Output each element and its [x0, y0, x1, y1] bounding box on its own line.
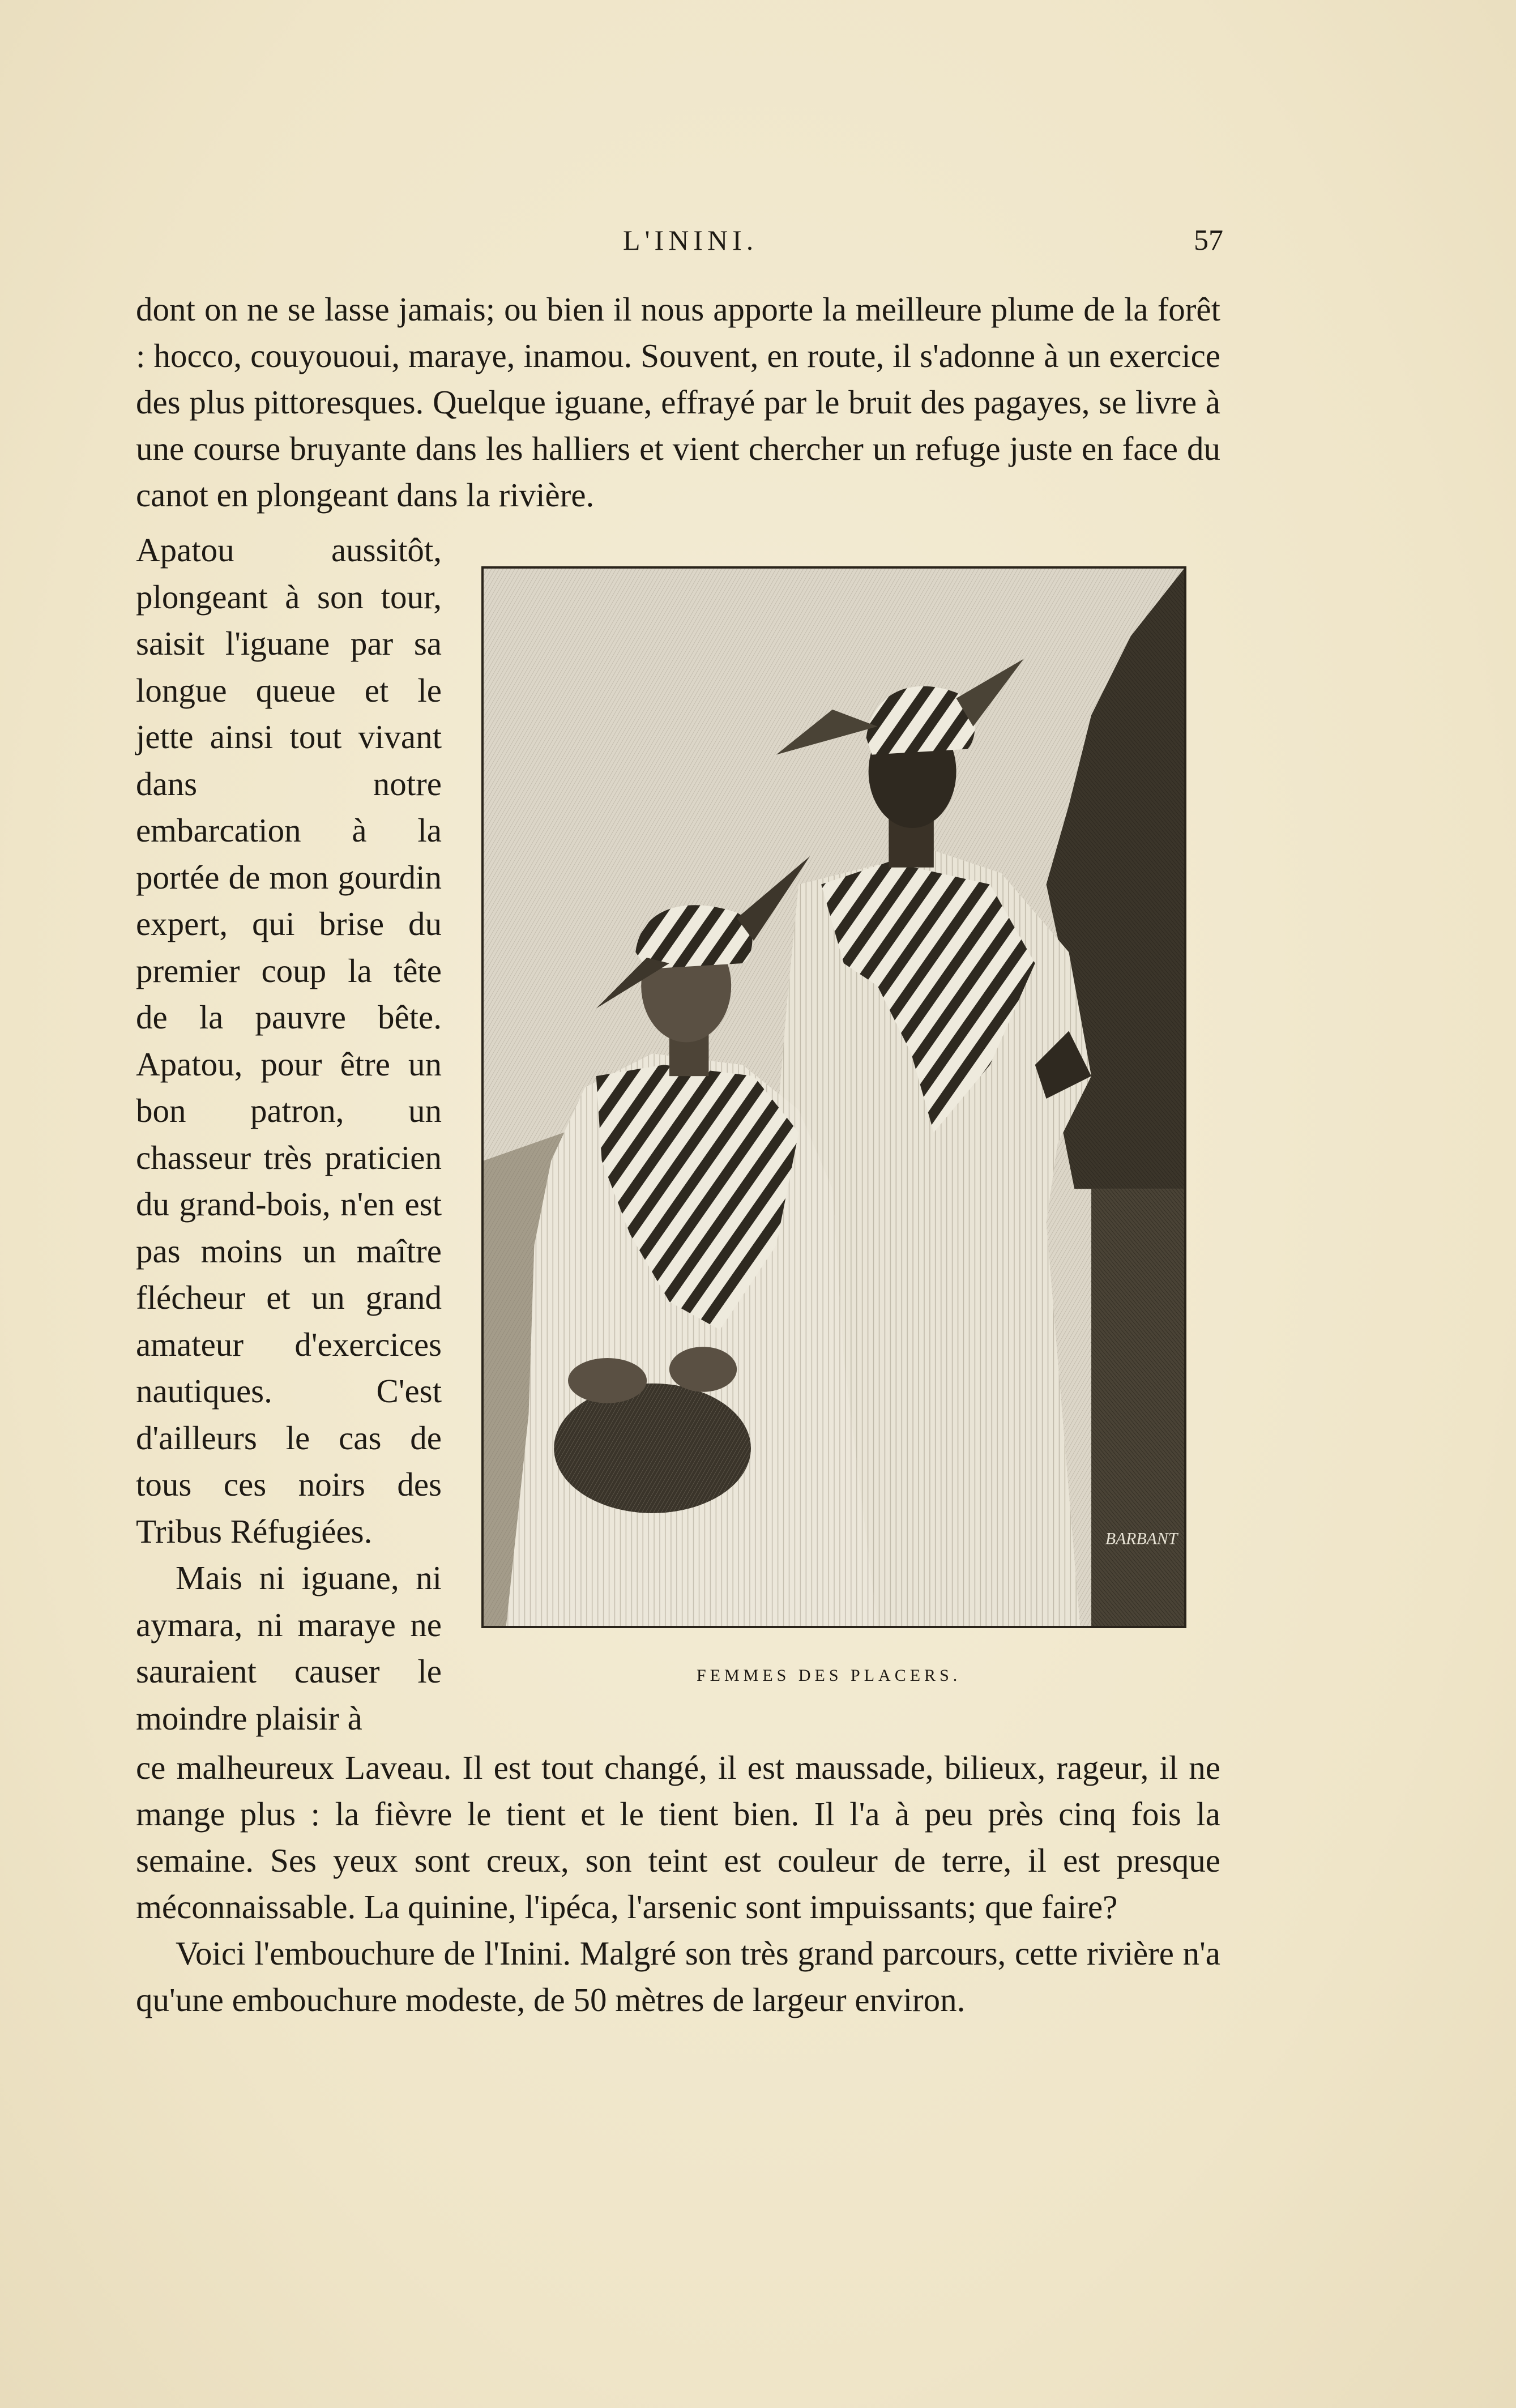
- side-column: [136, 527, 442, 1741]
- engraving-illustration: [481, 566, 1186, 1628]
- engraving-svg: [484, 569, 1184, 1626]
- page-number: 57: [1194, 224, 1223, 257]
- paragraph-side-2: Mais ni iguane, ni aymara, ni maraye ne sauraient causer le moindre plaisir à: [136, 1559, 442, 1737]
- page-header: [136, 224, 1223, 263]
- paragraph-side-1: Apatou aussitôt, plongeant à son tour, saisit l'iguane par sa longue queue et le jette ainsi tout vivant dans notre embarcation à la portée de mon gourdin expert, qui brise du premier coup la tête de la pauvre bête. Apatou, pour être un bon patron, un chasseur très praticien du grand-bois, n'en est pas moins un maître flécheur et un grand amateur d'exercices nautiques. C'est d'ailleurs le cas de tous ces noirs des Tribus Réfugiées.: [136, 531, 442, 1550]
- artist-signature: BARBANT: [1105, 1529, 1178, 1548]
- bottom-column: [136, 1744, 1220, 2023]
- paragraph-bottom-1: ce malheureux Laveau. Il est tout changé, il est maussade, bilieux, rageur, il ne mange plus : la fièvre le tient et le tient bien. Il l'a à peu près cinq fois la semaine. Ses yeux sont creux, son teint est couleur de terre, il est presque méconnaissable. La quinine, l'ipéca, l'arsenic sont impuissants; que faire?: [136, 1749, 1220, 1925]
- paragraph-bottom-2: Voici l'embouchure de l'Inini. Malgré son très grand parcours, cette rivière n'a qu'une embouchure modeste, de 50 mètres de largeur environ.: [136, 1935, 1220, 2018]
- running-title: L'ININI.: [623, 224, 758, 256]
- figure-caption: FEMMES DES PLACERS.: [697, 1666, 962, 1685]
- paragraph-top-text: dont on ne se lasse jamais; ou bien il nous apporte la meilleure plume de la forêt : hocco, couyououi, maraye, inamou. Souvent, en route, il s'adonne à un exercice des plus pittoresques. Quelque iguane, effrayé par le bruit des pagayes, se livre à une course bruyante dans les halliers et vient chercher un refuge juste en face du canot en plongeant dans la rivière.: [136, 291, 1220, 514]
- paragraph-top: [136, 286, 1220, 518]
